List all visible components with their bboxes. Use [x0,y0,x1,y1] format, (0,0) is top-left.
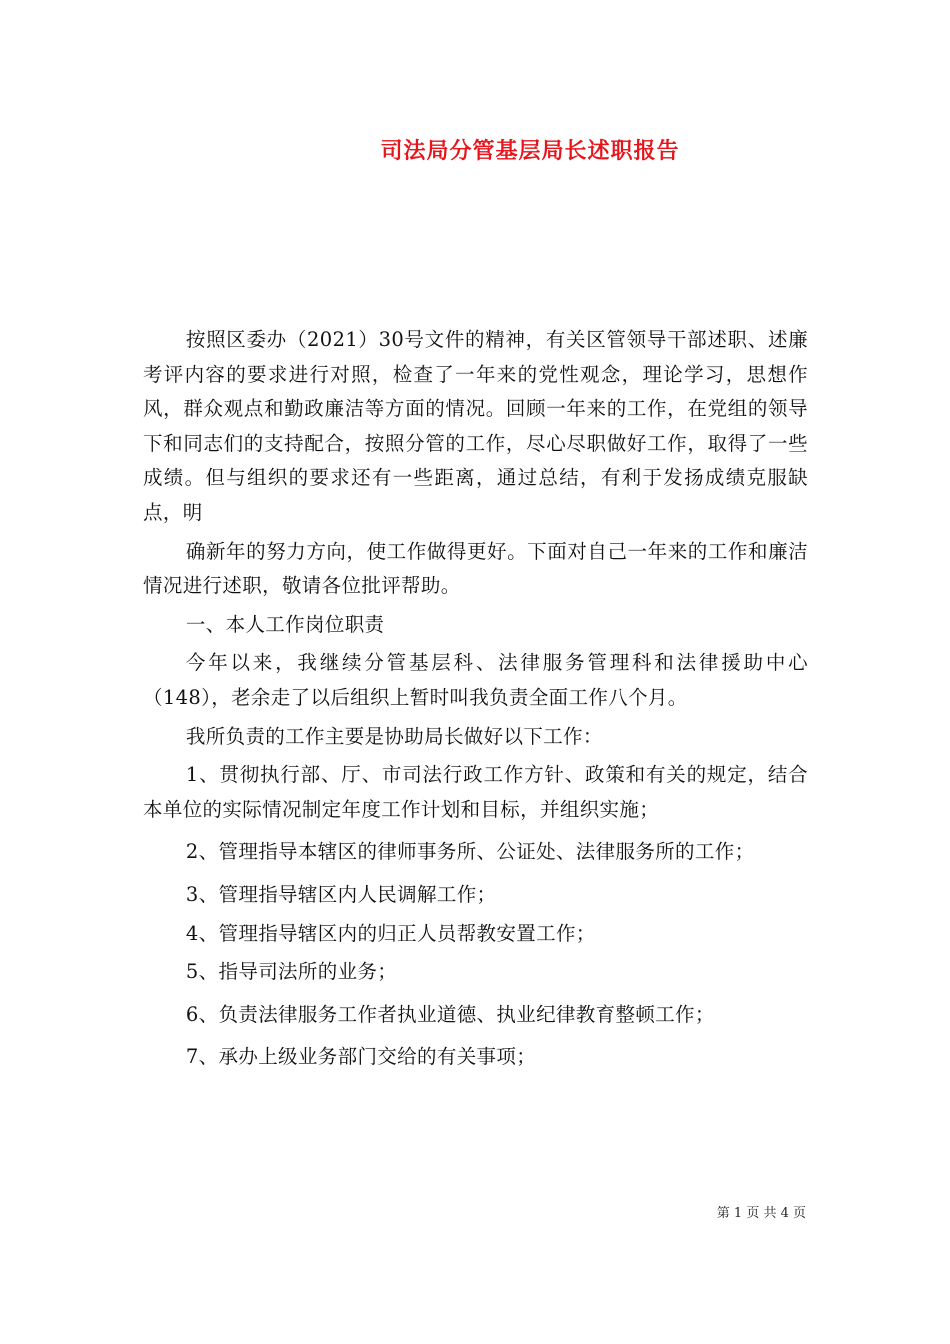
list-item: 4、管理指导辖区内的归正人员帮教安置工作； [185,921,596,945]
document-title: 司法局分管基层局长述职报告 [380,138,680,164]
paragraph: 确新年的努力方向，使工作做得更好。下面对自己一年来的工作和廉洁情况进行述职，敬请各位批评帮助。 [143,539,808,598]
list-item: 3、管理指导辖区内人民调解工作； [185,882,497,906]
list-item: 1、贯彻执行部、厅、市司法行政工作方针、政策和有关的规定，结合本单位的实际情况制定年度工作计划和目标，并组织实施； [143,763,808,821]
document-body [143,323,808,1075]
list-item: 6、负责法律服务工作者执业道德、执业纪律教育整顿工作； [185,1002,715,1026]
list-item: 2、管理指导本辖区的律师事务所、公证处、法律服务所的工作； [185,840,755,864]
list-item: 5、指导司法所的业务； [185,960,398,984]
paragraph: 我所负责的工作主要是协助局长做好以下工作： [185,724,603,748]
paragraph: 今年以来，我继续分管基层科、法律服务管理科和法律援助中心（148），老余走了以后组织上暂时叫我负责全面工作八个月。 [143,651,808,709]
page-number: 第 1 页 共 4 页 [716,1206,806,1221]
list-item: 7、承办上级业务部门交给的有关事项； [185,1045,537,1069]
paragraph: 按照区委办（2021）30号文件的精神，有关区管领导干部述职、述廉考评内容的要求进行对照，检查了一年来的党性观念，理论学习，思想作风，群众观点和勤政廉洁等方面的情况。回顾一年来的工作，在党组的领导下和同志们的支持配合，按照分管的工作，尽心尽职做好工作，取得了一些成绩。但与组织的要求还有一些距离，通过总结，有利于发扬成绩克服缺点，明 [143,328,808,524]
section-heading: 一、本人工作岗位职责 [185,612,385,636]
